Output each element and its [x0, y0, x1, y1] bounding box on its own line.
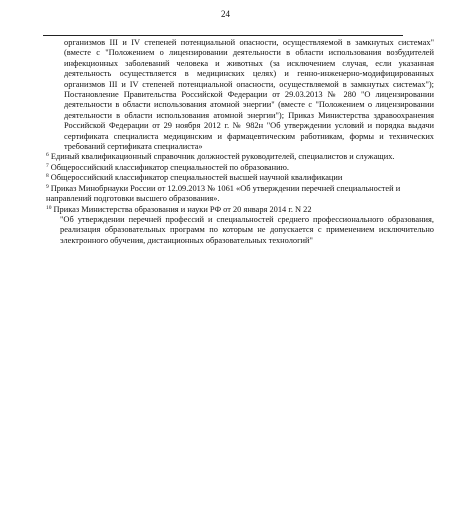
- footnote-6: [46, 152, 434, 162]
- footnote-9: [46, 184, 434, 205]
- footnote-7: [46, 163, 434, 173]
- footnote-7-number: 7: [46, 162, 49, 169]
- footnote-6-number: 6: [46, 152, 49, 159]
- footnote-10-text: "Об утверждении перечней профессий и специальностей среднего профессионального образования, реализация образовательных программ по которым не допускается с применением исключительно электронного обучения, дистанционных образовательных технологий": [60, 214, 434, 245]
- footnote-separator: [43, 35, 403, 36]
- footnote-continuation: организмов III и IV степеней потенциальной опасности, осуществляемой в замкнутых системах" (вместе с "Положением о лицензировании деятельности в области использования возбудителей инфекционных заболеваний человека и животных (за исключением случая, если указанная деятельность осуществляется в медицинских целях) и генно-инженерно-модифицированных организмов III и IV степеней потенциальной опасности, осуществляемой в замкнутых системах"); Постановление Правительства Российской Федерации от 29.03.2013 № 280 "О лицензировании деятельности в области использования атомной энергии" (вместе с "Положением о лицензировании деятельности в области использования атомной энергии"); Приказ Министерства здравоохранения Российской Федерации от 29 ноября 2012 г. № 982н "Об утверждении условий и порядка выдачи сертификата специалиста медицинским и фармацевтическим работникам, формы и технических требований сертификата специалиста»: [64, 38, 434, 152]
- footnote-6-text: Единый квалификационный справочник должностей руководителей, специалистов и служащих.: [50, 152, 395, 162]
- footnote-9-number: 9: [46, 183, 49, 190]
- footnote-8-text: Общероссийский классификатор специальностей высшей научной квалификации: [50, 173, 343, 183]
- page-number: 24: [221, 9, 230, 19]
- footnote-8: [46, 173, 434, 183]
- footnotes-block: [46, 38, 434, 246]
- footnote-9-text: Приказ Минобрнауки России от 12.09.2013 № 1061 «Об утверждении перечней специальностей и направлений подготовки высшего образования».: [46, 183, 401, 204]
- footnote-10-number: 10: [46, 204, 52, 211]
- footnote-7-text: Общероссийский классификатор специальностей по образованию.: [50, 162, 289, 172]
- footnote-8-number: 8: [46, 173, 49, 180]
- footnote-10-title: Приказ Министерства образования и науки РФ от 20 января 2014 г. N 22: [53, 204, 312, 214]
- footnote-10: [46, 205, 434, 247]
